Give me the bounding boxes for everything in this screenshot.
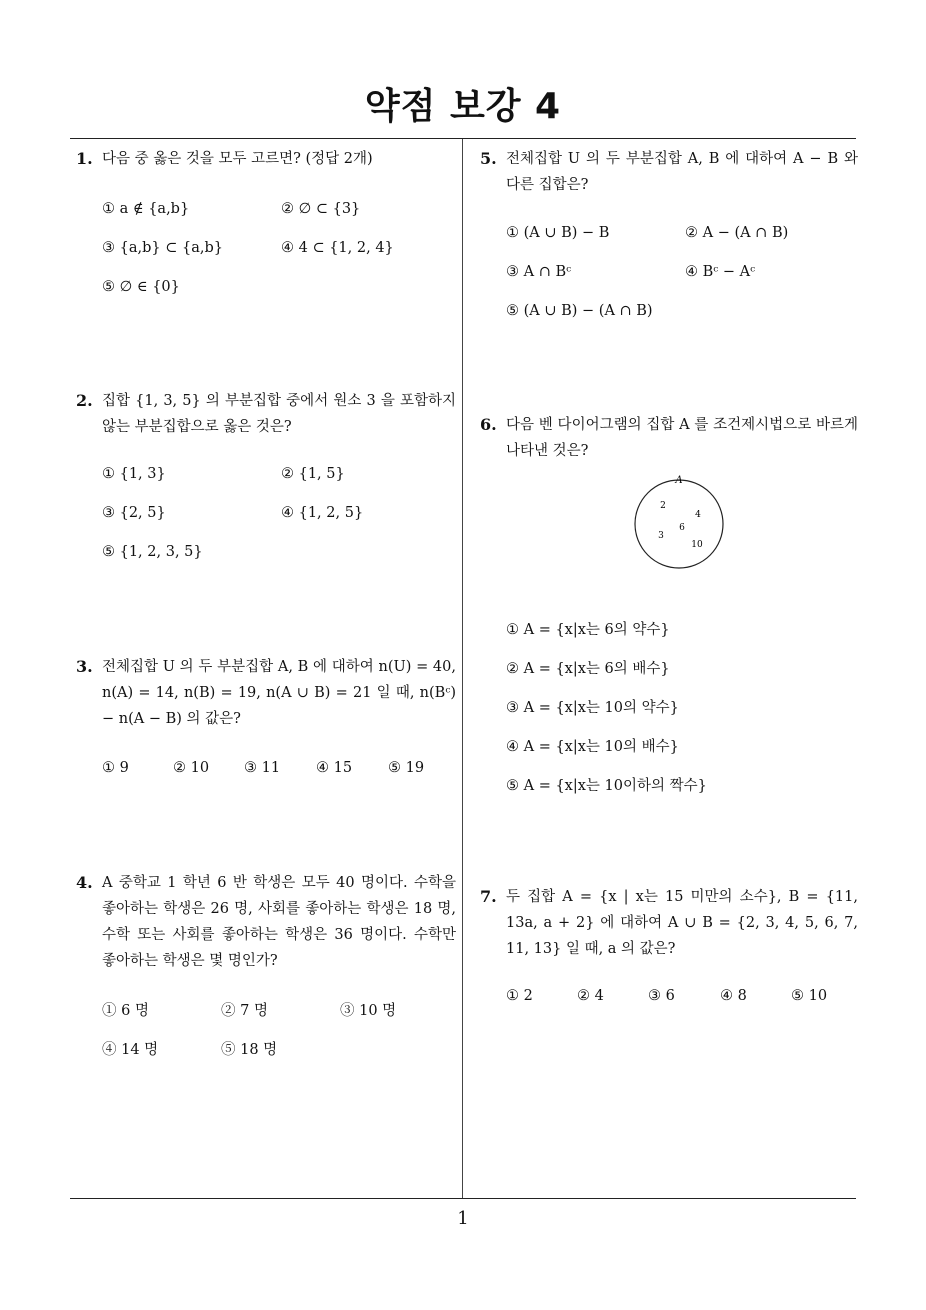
choice-3[interactable]: ③ {2, 5} [102, 505, 166, 521]
choice-4[interactable]: ④ 15 [316, 760, 353, 776]
question-number: 2. [76, 391, 93, 410]
question-stem: A 중학교 1 학년 6 반 학생은 모두 40 명이다. 수학을 좋아하는 학생은 26 명, 사회를 좋아하는 학생은 18 명, 수학 또는 사회를 좋아하는 학생은 36 명이다. 수학만 좋아하는 학생은 몇 명인가? [102, 875, 456, 969]
question-7 [480, 884, 858, 962]
choice-4[interactable]: ④ {1, 2, 5} [281, 505, 364, 521]
question-number: 5. [480, 149, 497, 168]
question-stem: 전체집합 U 의 두 부분집합 A, B 에 대하여 A − B 와 다른 집합은? [506, 151, 858, 193]
choice-5[interactable]: ⑤ (A ∪ B) − (A ∩ B) [506, 303, 653, 319]
question-number: 6. [480, 415, 497, 434]
choice-5[interactable]: ⑤ A = {x|x는 10이하의 짝수} [506, 778, 707, 794]
page-number: 1 [457, 1208, 469, 1229]
question-1 [76, 146, 456, 172]
venn-element: 6 [679, 523, 685, 533]
top-rule [70, 138, 856, 139]
question-stem: 전체집합 U 의 두 부분집합 A, B 에 대하여 n(U) = 40, n(A) = 14, n(B) = 19, n(A ∪ B) = 21 일 때, n(Bᶜ) − n(A − B) 의 값은? [102, 659, 456, 727]
choice-1[interactable]: ① a ∉ {a,b} [102, 201, 190, 217]
question-number: 3. [76, 657, 93, 676]
venn-element: 4 [695, 510, 701, 520]
choice-4[interactable]: ④ 14 명 [102, 1042, 159, 1058]
choice-4[interactable]: ④ A = {x|x는 10의 배수} [506, 739, 679, 755]
choice-3[interactable]: ③ {a,b} ⊂ {a,b} [102, 240, 223, 256]
venn-element: 2 [660, 501, 666, 511]
question-stem: 두 집합 A = {x | x는 15 미만의 소수}, B = {11, 13a, a + 2} 에 대하여 A ∪ B = {2, 3, 4, 5, 6, 7, 11, 13} 일 때, a 의 값은? [506, 889, 858, 957]
question-number: 1. [76, 149, 93, 168]
choice-2[interactable]: ② 10 [173, 760, 210, 776]
choice-2[interactable]: ② 4 [577, 988, 604, 1004]
choice-2[interactable]: ② 7 명 [221, 1003, 268, 1019]
question-4 [76, 870, 456, 974]
choice-2[interactable]: ② {1, 5} [281, 466, 345, 482]
choice-1[interactable]: ① A = {x|x는 6의 약수} [506, 622, 670, 638]
choice-4[interactable]: ④ 8 [720, 988, 747, 1004]
venn-diagram [630, 474, 730, 574]
choice-4[interactable]: ④ Bᶜ − Aᶜ [685, 264, 756, 280]
venn-set-label: A [675, 475, 683, 486]
choice-3[interactable]: ③ 10 명 [340, 1003, 397, 1019]
venn-element: 10 [691, 540, 703, 550]
question-number: 4. [76, 873, 93, 892]
page-title: 약점 보강 4 [364, 86, 562, 127]
question-stem: 다음 벤 다이어그램의 집합 A 를 조건제시법으로 바르게 나타낸 것은? [506, 417, 858, 459]
choice-1[interactable]: ① (A ∪ B) − B [506, 225, 610, 241]
choice-5[interactable]: ⑤ 18 명 [221, 1042, 278, 1058]
venn-element: 3 [658, 531, 664, 541]
choice-4[interactable]: ④ 4 ⊂ {1, 2, 4} [281, 240, 394, 256]
choice-5[interactable]: ⑤ ∅ ∈ {0} [102, 279, 180, 295]
choice-3[interactable]: ③ 11 [244, 760, 281, 776]
column-divider [462, 139, 463, 1199]
question-stem: 집합 {1, 3, 5} 의 부분집합 중에서 원소 3 을 포함하지 않는 부분집합으로 옳은 것은? [102, 393, 456, 435]
choice-3[interactable]: ③ A ∩ Bᶜ [506, 264, 572, 280]
choice-1[interactable]: ① {1, 3} [102, 466, 166, 482]
bottom-rule [70, 1198, 856, 1199]
choice-1[interactable]: ① 2 [506, 988, 533, 1004]
choice-5[interactable]: ⑤ {1, 2, 3, 5} [102, 544, 203, 560]
choice-5[interactable]: ⑤ 19 [388, 760, 425, 776]
choice-3[interactable]: ③ A = {x|x는 10의 약수} [506, 700, 679, 716]
choice-3[interactable]: ③ 6 [648, 988, 675, 1004]
choice-1[interactable]: ① 6 명 [102, 1003, 149, 1019]
question-6 [480, 412, 858, 464]
question-2 [76, 388, 456, 440]
choice-1[interactable]: ① 9 [102, 760, 129, 776]
question-5 [480, 146, 858, 198]
question-number: 7. [480, 887, 497, 906]
question-stem: 다음 중 옳은 것을 모두 고르면? (정답 2개) [102, 151, 373, 167]
choice-2[interactable]: ② A = {x|x는 6의 배수} [506, 661, 670, 677]
question-3 [76, 654, 456, 732]
choice-2[interactable]: ② A − (A ∩ B) [685, 225, 789, 241]
choice-2[interactable]: ② ∅ ⊂ {3} [281, 201, 361, 217]
choice-5[interactable]: ⑤ 10 [791, 988, 828, 1004]
